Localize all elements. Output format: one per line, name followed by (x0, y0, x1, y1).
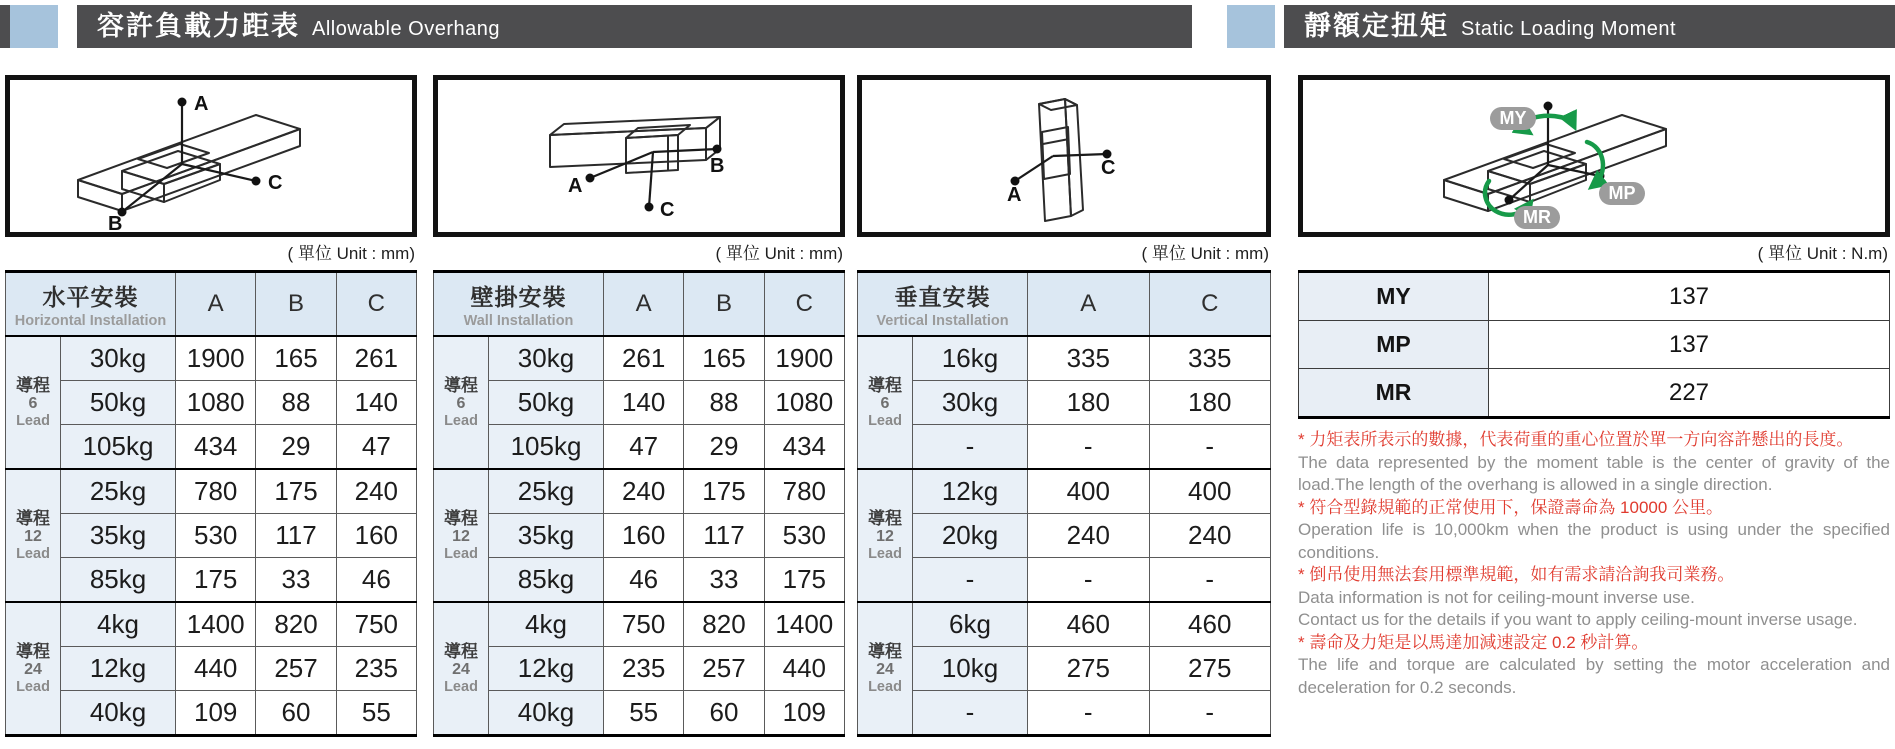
lead-label-zh: 導程 (16, 375, 50, 395)
cell-load: 12kg (489, 647, 604, 691)
lead-label-en: Lead (444, 545, 478, 562)
carriage-front-face (1042, 127, 1070, 179)
lead-group-cell (434, 602, 489, 736)
lead-number: 12 (24, 527, 42, 545)
table-row (858, 514, 1271, 558)
lead-label-en: Lead (16, 545, 50, 562)
cell-b: 175 (256, 469, 336, 514)
col-header-c: C (1149, 272, 1271, 337)
cell-c: - (1149, 558, 1271, 603)
lead-number: 6 (456, 394, 466, 412)
cell-c: 400 (1149, 469, 1271, 514)
table-row (6, 469, 417, 514)
cell-a: - (1028, 691, 1149, 736)
cell-load: 105kg (489, 425, 604, 470)
cell-b: 117 (684, 514, 764, 558)
table-row (6, 425, 417, 470)
cell-a: 140 (604, 381, 684, 425)
table-row (434, 514, 845, 558)
cell-c: 180 (1149, 381, 1271, 425)
cell-a: 261 (604, 336, 684, 381)
point-c-label: C (1101, 157, 1116, 179)
table-row (858, 691, 1271, 736)
table-row (1299, 369, 1890, 418)
cell-c: 140 (336, 381, 416, 425)
header-left-accent-square (10, 5, 58, 48)
table-row (1299, 321, 1890, 369)
cell-load: 30kg (61, 336, 176, 381)
col-header-a: A (176, 272, 256, 337)
cell-a: 160 (604, 514, 684, 558)
header-right-accent-square (1227, 5, 1275, 48)
cell-a: 440 (176, 647, 256, 691)
table-row (434, 602, 845, 647)
lead-label-zh: 導程 (444, 375, 478, 395)
unit-label-mm: ( 單位 Unit : mm) (287, 244, 415, 263)
cell-c: 55 (336, 691, 416, 736)
cell-b: 33 (256, 558, 336, 603)
col-header-c: C (336, 272, 416, 337)
cell-b: 117 (256, 514, 336, 558)
cell-b: 165 (684, 336, 764, 381)
cell-a: 240 (1028, 514, 1149, 558)
point-a-dot (178, 98, 187, 107)
wall-installation-diagram (438, 80, 840, 232)
mp-label: MP (1608, 183, 1636, 203)
footnote-en: Data information is not for ceiling-mount inverse use. (1298, 587, 1695, 607)
cell-b: 60 (256, 691, 336, 736)
lead-number: 6 (880, 394, 890, 412)
cell-b: 33 (684, 558, 764, 603)
cell-a: 460 (1028, 602, 1149, 647)
cell-a: 1400 (176, 602, 256, 647)
lead-group-cell (6, 336, 61, 469)
axis-c-line (1053, 154, 1107, 156)
cell-b: 29 (256, 425, 336, 470)
cell-a: 109 (176, 691, 256, 736)
lead-number: 24 (452, 660, 470, 678)
footnote-zh: * 符合型錄規範的正常使用下，保證壽命為 10000 公里。 (1298, 497, 1724, 517)
cell-load: 40kg (61, 691, 176, 736)
cell-c: 240 (1149, 514, 1271, 558)
lead-label-zh: 導程 (444, 508, 478, 528)
table-row (6, 381, 417, 425)
cell-b: 88 (256, 381, 336, 425)
mr-label: MR (1523, 207, 1551, 227)
cell-b: 257 (684, 647, 764, 691)
cell-a: 46 (604, 558, 684, 603)
cell-c: 780 (764, 469, 844, 514)
cell-c: 530 (764, 514, 844, 558)
cell-a: 1080 (176, 381, 256, 425)
footnote-en: The data represented by the moment table is the center of gravity of the load.The length of the overhang is allowed in a single direction. (1298, 452, 1890, 494)
cell-c: 1900 (764, 336, 844, 381)
table-name-en: Vertical Installation (876, 313, 1009, 329)
table-row (858, 381, 1271, 425)
cell-a: 47 (604, 425, 684, 470)
horizontal-installation-table (5, 270, 417, 737)
cell-a: - (1028, 425, 1149, 470)
point-b-label: B (710, 155, 725, 177)
cell-b: 257 (256, 647, 336, 691)
cell-load: 10kg (913, 647, 1028, 691)
point-c-dot (252, 177, 261, 186)
moment-title-en: Static Loading Moment (1461, 18, 1677, 40)
col-header-a: A (1028, 272, 1149, 337)
cell-a: 275 (1028, 647, 1149, 691)
cell-c: 160 (336, 514, 416, 558)
table-row (6, 558, 417, 603)
vertical-installation-table (857, 270, 1271, 737)
rail-end-face (1444, 180, 1488, 211)
cell-load: 40kg (489, 691, 604, 736)
lead-number: 12 (876, 527, 894, 545)
cell-c: 46 (336, 558, 416, 603)
cell-c: 109 (764, 691, 844, 736)
table-row (434, 336, 845, 381)
cell-a: 180 (1028, 381, 1149, 425)
moment-column (1298, 75, 1890, 699)
cell-c: 335 (1149, 336, 1271, 381)
rail-end-face (706, 117, 720, 160)
cell-c: 1400 (764, 602, 844, 647)
wall-diagram-box (433, 75, 845, 237)
cell-a: 434 (176, 425, 256, 470)
cell-a: 235 (604, 647, 684, 691)
point-a-label: A (194, 93, 209, 115)
col-header-b: B (684, 272, 764, 337)
vertical-diagram-box (857, 75, 1271, 237)
lead-number: 24 (876, 660, 894, 678)
overhang-section-header (77, 5, 1192, 48)
horizontal-installation-diagram (10, 80, 412, 232)
cell-c: 261 (336, 336, 416, 381)
unit-label-mm: ( 單位 Unit : mm) (715, 244, 843, 263)
carriage-step (138, 144, 209, 168)
cell-b: 88 (684, 381, 764, 425)
table-name-cell (6, 272, 176, 337)
cell-c: 1080 (764, 381, 844, 425)
point-b-label: B (108, 213, 123, 232)
my-label: MY (1499, 108, 1527, 128)
my-axis-dot (1544, 102, 1553, 111)
carriage-side-face (1530, 164, 1586, 202)
table-row (434, 691, 845, 736)
cell-a: 240 (604, 469, 684, 514)
moment-label-my: MY (1299, 272, 1489, 321)
cell-load: 12kg (913, 469, 1028, 514)
table-row (6, 602, 417, 647)
point-c-label: C (660, 199, 675, 221)
footnote-en: Operation life is 10,000km when the product is using under the specified conditions. (1298, 520, 1890, 562)
point-a-dot (586, 174, 595, 183)
table-row (858, 425, 1271, 470)
cell-a: 400 (1028, 469, 1149, 514)
cell-load: 85kg (61, 558, 176, 603)
cell-load: - (913, 425, 1028, 470)
table-row (6, 691, 417, 736)
rail-top-face (550, 117, 720, 135)
carriage-step (1504, 144, 1575, 168)
moment-value-my: 137 (1489, 272, 1890, 321)
cell-a: - (1028, 558, 1149, 603)
horizontal-column (5, 75, 417, 737)
lead-label-en: Lead (16, 412, 50, 429)
lead-label-en: Lead (444, 678, 478, 695)
moment-diagram-box (1298, 75, 1890, 237)
cell-c: 434 (764, 425, 844, 470)
cell-b: 29 (684, 425, 764, 470)
lead-label-zh: 導程 (868, 641, 902, 661)
cell-load: 85kg (489, 558, 604, 603)
lead-label-en: Lead (868, 678, 902, 695)
cell-c: 440 (764, 647, 844, 691)
table-row (6, 336, 417, 381)
lead-group-cell (858, 602, 913, 736)
moment-title-zh: 靜額定扭矩 (1304, 11, 1449, 41)
cell-load: 25kg (489, 469, 604, 514)
lead-label-zh: 導程 (444, 641, 478, 661)
header-left-sliver (0, 5, 10, 48)
cell-load: 12kg (61, 647, 176, 691)
table-row (6, 647, 417, 691)
mp-rotation-arrow (1587, 142, 1603, 185)
overhang-title-en: Allowable Overhang (312, 18, 500, 40)
table-row (858, 558, 1271, 603)
mr-axis-dot (1505, 196, 1514, 205)
cell-load: 50kg (489, 381, 604, 425)
cell-c: - (1149, 425, 1271, 470)
cell-a: 780 (176, 469, 256, 514)
point-a-label: A (1007, 184, 1022, 206)
table-row (434, 558, 845, 603)
cell-load: 16kg (913, 336, 1028, 381)
mr-axis-line (1509, 165, 1548, 200)
cell-c: 175 (764, 558, 844, 603)
cell-b: 820 (684, 602, 764, 647)
cell-c: 235 (336, 647, 416, 691)
cell-load: 50kg (61, 381, 176, 425)
wall-column (433, 75, 845, 737)
cell-b: 175 (684, 469, 764, 514)
cell-load: 4kg (61, 602, 176, 647)
cell-a: 750 (604, 602, 684, 647)
footnote-zh: * 力矩表所表示的數據，代表荷重的重心位置於單一方向容許懸出的長度。 (1298, 430, 1854, 449)
lead-label-zh: 導程 (16, 641, 50, 661)
cell-load: 4kg (489, 602, 604, 647)
cell-b: 820 (256, 602, 336, 647)
lead-label-zh: 導程 (16, 508, 50, 528)
lead-number: 12 (452, 527, 470, 545)
table-name-zh: 壁掛安裝 (470, 284, 567, 310)
table-row (858, 469, 1271, 514)
lead-number: 24 (24, 660, 42, 678)
point-c-label: C (268, 172, 283, 194)
lead-group-cell (6, 469, 61, 602)
moment-label-mr: MR (1299, 369, 1489, 418)
table-name-cell (434, 272, 604, 337)
cell-load: 20kg (913, 514, 1028, 558)
cell-a: 1900 (176, 336, 256, 381)
axis-a-line (1015, 156, 1053, 181)
cell-c: - (1149, 691, 1271, 736)
cell-c: 47 (336, 425, 416, 470)
table-row (858, 336, 1271, 381)
cell-c: 750 (336, 602, 416, 647)
point-b-dot (713, 145, 722, 154)
vertical-column (857, 75, 1271, 737)
axis-b-line (122, 164, 182, 212)
table-name-zh: 垂直安裝 (894, 284, 991, 310)
cell-load: - (913, 691, 1028, 736)
table-name-en: Wall Installation (463, 313, 574, 329)
col-header-b: B (256, 272, 336, 337)
axis-c-line (649, 152, 653, 207)
table-row (434, 381, 845, 425)
col-header-a: A (604, 272, 684, 337)
horizontal-diagram-box (5, 75, 417, 237)
point-c-dot (645, 203, 654, 212)
cell-a: 175 (176, 558, 256, 603)
cell-load: 35kg (61, 514, 176, 558)
moment-section-header (1284, 5, 1895, 48)
static-loading-moment-diagram (1303, 80, 1885, 232)
footnotes (1298, 429, 1890, 699)
overhang-title-zh: 容許負載力距表 (97, 11, 300, 41)
lead-label-zh: 導程 (868, 375, 902, 395)
table-row (434, 469, 845, 514)
carriage-step (1043, 139, 1069, 144)
footnote-en: Contact us for the details if you want to apply ceiling-mount inverse usage. (1298, 610, 1858, 629)
table-name-zh: 水平安裝 (42, 284, 139, 310)
lead-group-cell (434, 469, 489, 602)
axis-b-line (653, 149, 717, 152)
moment-label-mp: MP (1299, 321, 1489, 369)
vertical-installation-diagram (862, 80, 1266, 232)
rail-end-face (78, 180, 122, 211)
col-header-c: C (764, 272, 844, 337)
table-row (858, 602, 1271, 647)
table-row (434, 425, 845, 470)
cell-load: 105kg (61, 425, 176, 470)
moment-value-mp: 137 (1489, 321, 1890, 369)
footnote-zh: * 壽命及力矩是以馬達加減速設定 0.2 秒計算。 (1298, 632, 1649, 652)
lead-number: 6 (28, 394, 38, 412)
cell-a: 55 (604, 691, 684, 736)
footnote-en: The life and torque are calculated by setting the motor acceleration and deceleration for 0.2 seconds. (1298, 655, 1890, 697)
cell-load: - (913, 558, 1028, 603)
cell-a: 530 (176, 514, 256, 558)
table-row (1299, 272, 1890, 321)
lead-group-cell (858, 336, 913, 469)
lead-group-cell (6, 602, 61, 736)
table-name-en: Horizontal Installation (14, 313, 167, 329)
cell-c: 460 (1149, 602, 1271, 647)
column-side-face (1065, 99, 1083, 216)
lead-label-en: Lead (868, 545, 902, 562)
cell-load: 30kg (489, 336, 604, 381)
lead-label-en: Lead (868, 412, 902, 429)
lead-group-cell (434, 336, 489, 469)
cell-b: 60 (684, 691, 764, 736)
table-name-cell (858, 272, 1028, 337)
lead-group-cell (858, 469, 913, 602)
unit-label-mm: ( 單位 Unit : mm) (1141, 244, 1269, 263)
cell-c: 275 (1149, 647, 1271, 691)
cell-c: 240 (336, 469, 416, 514)
table-row (434, 647, 845, 691)
table-row (858, 647, 1271, 691)
static-loading-moment-table (1298, 270, 1890, 419)
cell-b: 165 (256, 336, 336, 381)
wall-installation-table (433, 270, 845, 737)
moment-value-mr: 227 (1489, 369, 1890, 418)
cell-load: 35kg (489, 514, 604, 558)
cell-load: 30kg (913, 381, 1028, 425)
lead-label-en: Lead (444, 412, 478, 429)
unit-label-nm: ( 單位 Unit : N.m) (1757, 244, 1888, 263)
cell-a: 335 (1028, 336, 1149, 381)
cell-load: 6kg (913, 602, 1028, 647)
table-row (6, 514, 417, 558)
lead-label-zh: 導程 (868, 508, 902, 528)
footnote-zh: * 倒吊使用無法套用標準規範，如有需求請洽詢我司業務。 (1298, 565, 1735, 584)
cell-load: 25kg (61, 469, 176, 514)
lead-label-en: Lead (16, 678, 50, 695)
point-a-label: A (568, 175, 583, 197)
